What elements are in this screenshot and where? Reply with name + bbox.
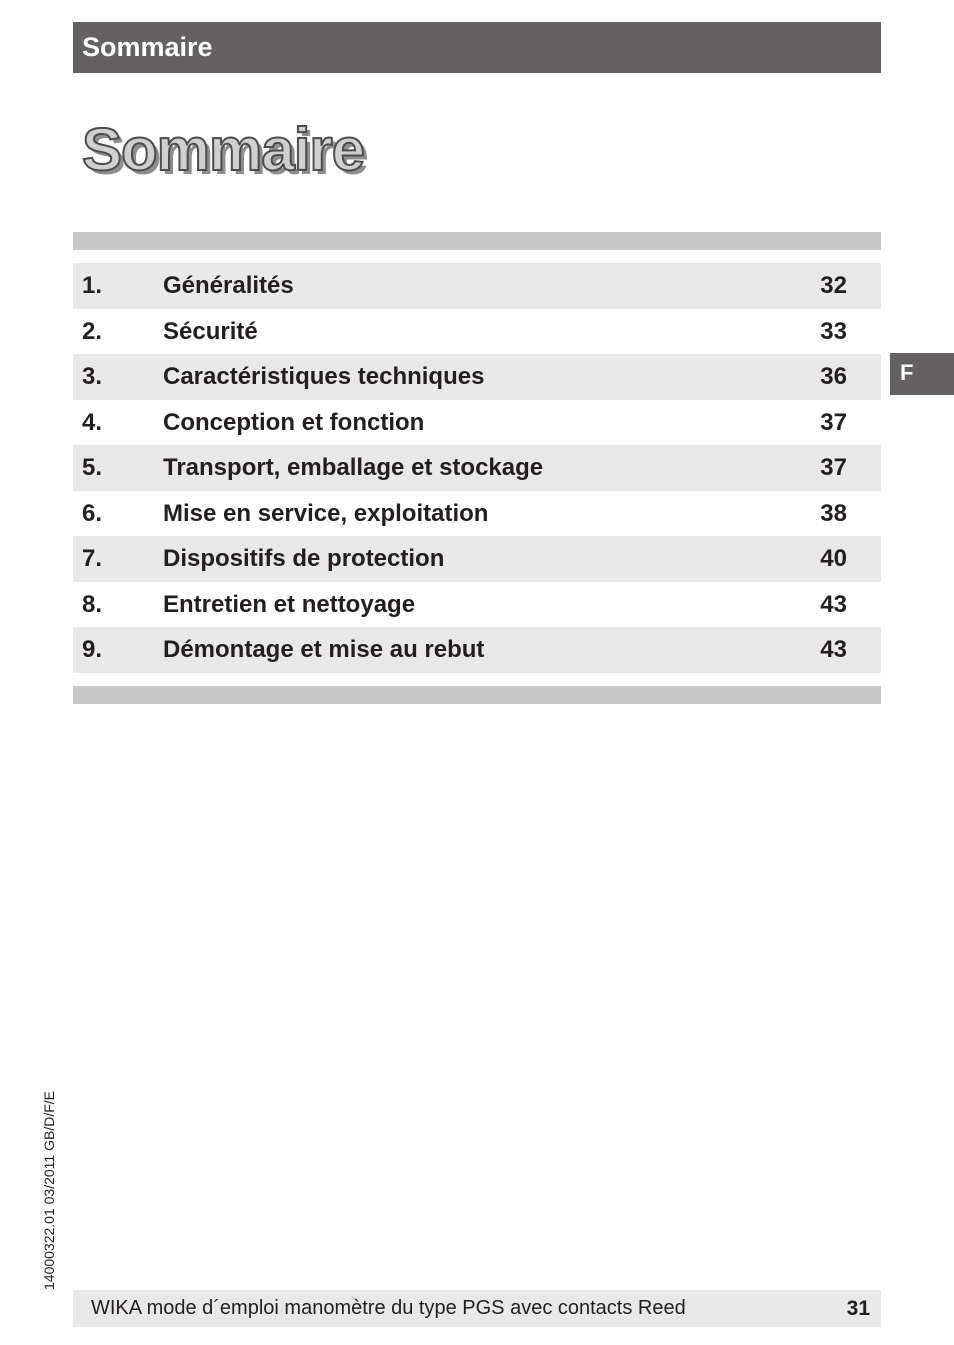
toc-entry[interactable] bbox=[73, 354, 881, 400]
toc-entry[interactable] bbox=[73, 400, 881, 446]
toc-entry-number: 1. bbox=[82, 272, 103, 299]
toc-entry-title: Mise en service, exploitation bbox=[163, 499, 489, 527]
toc-entry-number: 5. bbox=[82, 454, 103, 481]
toc-entry[interactable] bbox=[73, 627, 881, 673]
toc-entry-title: Démontage et mise au rebut bbox=[163, 636, 485, 663]
page-footer bbox=[73, 1290, 881, 1327]
toc-entry-page: 32 bbox=[820, 272, 847, 299]
toc-entry-page: 36 bbox=[820, 363, 847, 390]
toc-entry[interactable] bbox=[73, 582, 881, 628]
footer-text: WIKA mode d´emploi manomètre du type PGS avec contacts Reed bbox=[91, 1297, 686, 1319]
toc-entry[interactable] bbox=[73, 491, 881, 537]
section-header-title: Sommaire bbox=[82, 32, 213, 62]
table-of-contents bbox=[73, 263, 881, 673]
toc-entry-title: Caractéristiques techniques bbox=[163, 363, 485, 390]
toc-entry[interactable] bbox=[73, 445, 881, 491]
toc-entry-number: 6. bbox=[82, 499, 103, 527]
toc-entry-number: 2. bbox=[82, 317, 103, 345]
toc-entry[interactable] bbox=[73, 263, 881, 309]
toc-entry-title: Transport, emballage et stockage bbox=[163, 454, 544, 481]
toc-entry-page: 40 bbox=[820, 545, 847, 572]
toc-bottom-rule bbox=[73, 686, 881, 704]
toc-entry-title: Conception et fonction bbox=[163, 408, 425, 436]
toc-entry-page: 43 bbox=[820, 636, 847, 663]
toc-entry[interactable] bbox=[73, 309, 881, 355]
document-code: 14000322.01 03/2011 GB/D/F/E bbox=[41, 1091, 57, 1290]
toc-entry-page: 43 bbox=[820, 590, 847, 618]
language-tab-label: F bbox=[900, 360, 914, 385]
toc-top-rule bbox=[73, 232, 881, 250]
toc-entry-number: 3. bbox=[82, 363, 103, 390]
page-number: 31 bbox=[846, 1297, 870, 1320]
toc-entry-number: 7. bbox=[82, 545, 103, 572]
toc-entry-title: Généralités bbox=[163, 272, 294, 299]
section-header-bar bbox=[73, 22, 881, 73]
toc-entry-page: 37 bbox=[820, 408, 847, 436]
toc-entry-page: 37 bbox=[820, 454, 847, 481]
toc-entry-number: 9. bbox=[82, 636, 103, 663]
toc-entry-page: 33 bbox=[820, 317, 847, 345]
toc-entry-number: 4. bbox=[82, 408, 103, 436]
toc-entry-title: Entretien et nettoyage bbox=[163, 590, 416, 618]
toc-entry-page: 38 bbox=[820, 499, 847, 527]
page-title: Sommaire bbox=[82, 116, 365, 183]
language-tab[interactable] bbox=[890, 353, 954, 395]
toc-entry-title: Dispositifs de protection bbox=[163, 545, 445, 572]
toc-entry[interactable] bbox=[73, 536, 881, 582]
toc-entry-number: 8. bbox=[82, 590, 103, 618]
toc-entry-title: Sécurité bbox=[163, 317, 258, 345]
